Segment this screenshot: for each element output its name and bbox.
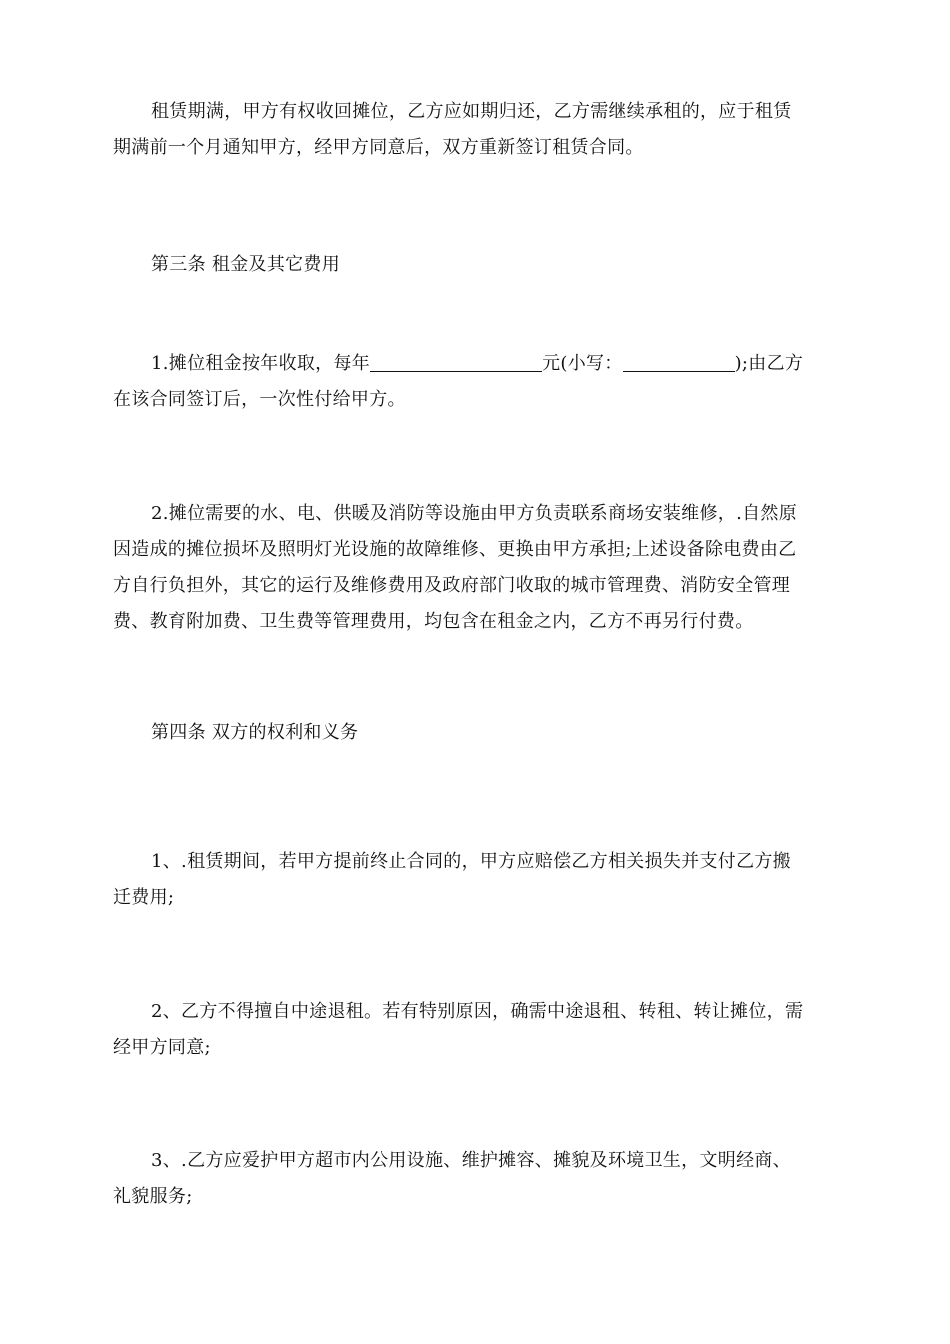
paragraph-line: 礼貌服务; [113,1186,193,1207]
article-4-heading: 第四条 双方的权利和义务 [151,722,359,743]
article-3-heading: 第三条 租金及其它费用 [151,254,341,275]
paragraph-line: 期满前一个月通知甲方，经甲方同意后，双方重新签订租赁合同。 [113,137,644,158]
paragraph-no-sublet [113,994,837,1066]
paragraph-line: 方自行负担外，其它的运行及维修费用及政府部门收取的城市管理费、消防安全管理 [113,575,791,596]
paragraph-line: 2、乙方不得擅自中途退租。若有特别原因，确需中途退租、转租、转让摊位，需 [151,1001,804,1022]
annual-rent-blank [370,353,542,372]
paragraph-line: 3、.乙方应爱护甲方超市内公用设施、维护摊容、摊貌及环境卫生，文明经商、 [151,1150,791,1171]
paragraph-line: 经甲方同意; [113,1037,211,1058]
rent-text-b: 元(小写： [542,353,623,374]
paragraph-line: 因造成的摊位损坏及照明灯光设施的故障维修、更换由甲方承担;上述设备除电费由乙 [113,539,797,560]
paragraph-line: 在该合同签订后，一次性付给甲方。 [113,389,406,410]
rent-text-a: 1.摊位租金按年收取，每年 [151,353,371,374]
paragraph-care-of-facilities [113,1143,837,1215]
paragraph-rent-payment [113,346,837,418]
paragraph-line [113,346,837,382]
paragraph-facilities [113,496,837,640]
paragraph-lease-expiry [113,94,837,166]
rent-text-c: );由乙方 [734,353,804,374]
paragraph-line: 租赁期满，甲方有权收回摊位，乙方应如期归还，乙方需继续承租的，应于租赁 [151,101,792,122]
paragraph-early-termination [113,844,837,916]
paragraph-line: 2.摊位需要的水、电、供暖及消防等设施由甲方负责联系商场安装维修，.自然原 [151,503,797,524]
paragraph-line: 1、.租赁期间，若甲方提前终止合同的，甲方应赔偿乙方相关损失并支付乙方搬 [151,851,791,872]
rent-amount-numeric-blank [623,353,735,372]
paragraph-line: 迁费用; [113,887,175,908]
paragraph-line: 费、教育附加费、卫生费等管理费用，均包含在租金之内，乙方不再另行付费。 [113,611,754,632]
